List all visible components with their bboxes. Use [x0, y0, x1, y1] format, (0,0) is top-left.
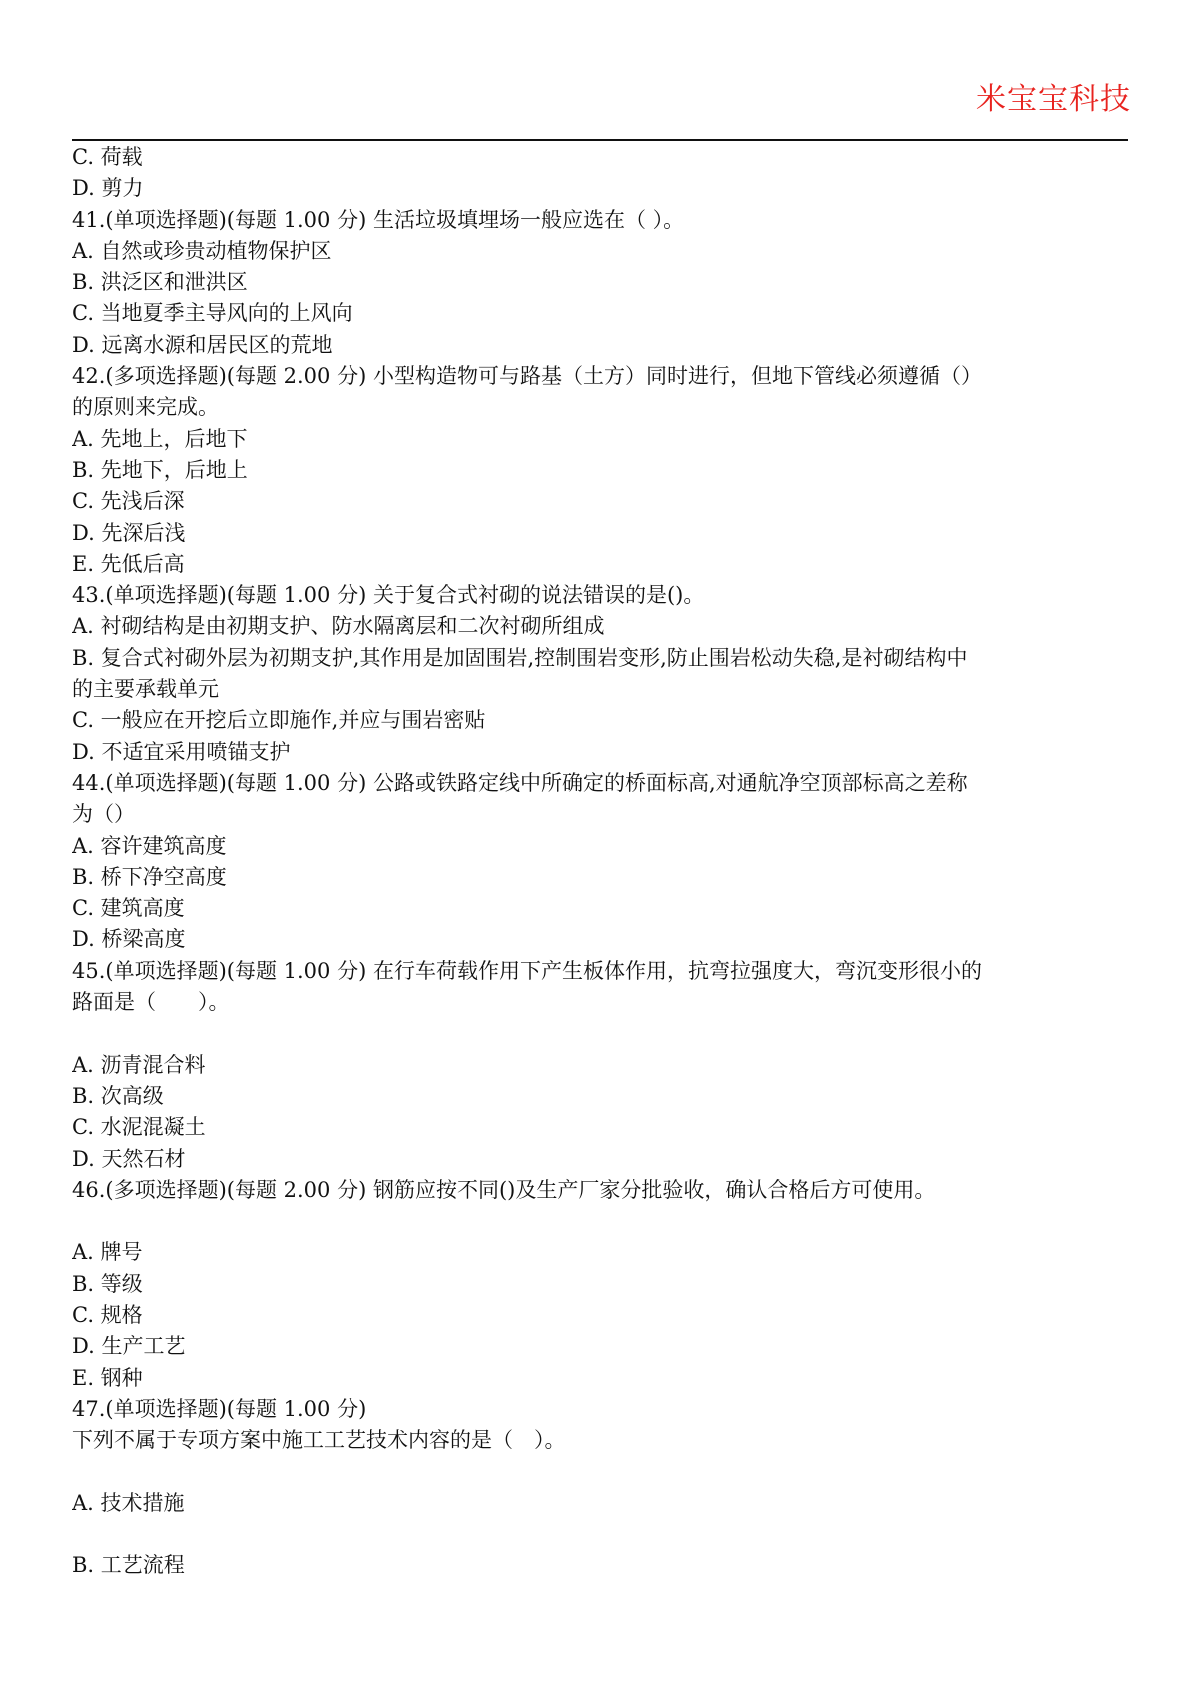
option-d: D. 天然石材 [72, 1146, 186, 1171]
option-b: B. 次高级 [72, 1083, 164, 1108]
option-b: B. 洪泛区和泄洪区 [72, 270, 248, 295]
option-b: B. 复合式衬砌外层为初期支护,其作用是加固围岩,控制围岩变形,防止围岩松动失稳,是衬砌结构中 [72, 645, 968, 670]
option-e: E. 先低后高 [72, 551, 185, 576]
option-b: B. 工艺流程 [72, 1553, 185, 1578]
question-46 [72, 1175, 1128, 1394]
option-a: A. 自然或珍贵动植物保护区 [72, 238, 332, 263]
option-b: B. 先地下，后地上 [72, 457, 248, 482]
option-d: D. 远离水源和居民区的荒地 [72, 332, 333, 357]
question-stem-continued: 的原则来完成。 [72, 395, 219, 420]
option-d: D. 先深后浅 [72, 520, 186, 545]
question-41 [72, 205, 1128, 361]
question-42 [72, 361, 1128, 580]
option-a: A. 先地上，后地下 [72, 426, 248, 451]
option-c: C. 先浅后深 [72, 489, 185, 514]
option-b-continued: 的主要承载单元 [72, 677, 219, 702]
question-stem-continued: 为（） [72, 802, 135, 827]
option-b: B. 等级 [72, 1271, 143, 1296]
question-stem: 47.(单项选择题)(每题 1.00 分) [72, 1396, 367, 1421]
question-stem-continued: 下列不属于专项方案中施工工艺技术内容的是（ ）。 [72, 1428, 566, 1453]
blank-spacer [72, 1456, 1128, 1487]
option-c: C. 规格 [72, 1302, 143, 1327]
brand-watermark: 米宝宝科技 [976, 82, 1131, 117]
question-stem: 44.(单项选择题)(每题 1.00 分) 公路或铁路定线中所确定的桥面标高,对通航净空顶部标高之差称 [72, 770, 968, 795]
option-c: C. 建筑高度 [72, 896, 185, 921]
option-a: A. 技术措施 [72, 1490, 185, 1515]
option-b: B. 桥下净空高度 [72, 864, 227, 889]
question-stem: 41.(单项选择题)(每题 1.00 分) 生活垃圾填埋场一般应选在（ ）。 [72, 207, 685, 232]
blank-spacer [72, 1206, 1128, 1237]
question-stem: 43.(单项选择题)(每题 1.00 分) 关于复合式衬砌的说法错误的是()。 [72, 583, 705, 608]
option-a: A. 衬砌结构是由初期支护、防水隔离层和二次衬砌所组成 [72, 614, 605, 639]
option-a: A. 沥青混合料 [72, 1052, 206, 1077]
option-a: A. 容许建筑高度 [72, 833, 227, 858]
option-d: D. 不适宜采用喷锚支护 [72, 739, 291, 764]
blank-spacer [72, 1519, 1128, 1550]
option-d: D. 剪力 [72, 176, 144, 201]
question-stem-continued: 路面是（ ）。 [72, 990, 230, 1015]
option-d: D. 生产工艺 [72, 1334, 186, 1359]
blank-spacer [72, 1018, 1128, 1049]
exam-content [72, 142, 1128, 1582]
option-c: C. 当地夏季主导风向的上风向 [72, 301, 353, 326]
option-a: A. 牌号 [72, 1240, 143, 1265]
option-d: D. 桥梁高度 [72, 927, 186, 952]
option-e: E. 钢种 [72, 1365, 143, 1390]
question-stem: 46.(多项选择题)(每题 2.00 分) 钢筋应按不同()及生产厂家分批验收，确认合格后方可使用。 [72, 1177, 936, 1202]
option-c: C. 水泥混凝土 [72, 1115, 206, 1140]
question-43 [72, 580, 1128, 768]
question-47 [72, 1394, 1128, 1582]
option-c: C. 荷载 [72, 145, 143, 169]
question-45 [72, 956, 1128, 1175]
question-stem: 45.(单项选择题)(每题 1.00 分) 在行车荷载作用下产生板体作用，抗弯拉强度大，弯沉变形很小的 [72, 958, 982, 983]
header-divider [72, 139, 1128, 141]
question-stem: 42.(多项选择题)(每题 2.00 分) 小型构造物可与路基（土方）同时进行，但地下管线必须遵循（） [72, 364, 982, 389]
option-c: C. 一般应在开挖后立即施作,并应与围岩密贴 [72, 708, 486, 733]
question-44 [72, 768, 1128, 956]
